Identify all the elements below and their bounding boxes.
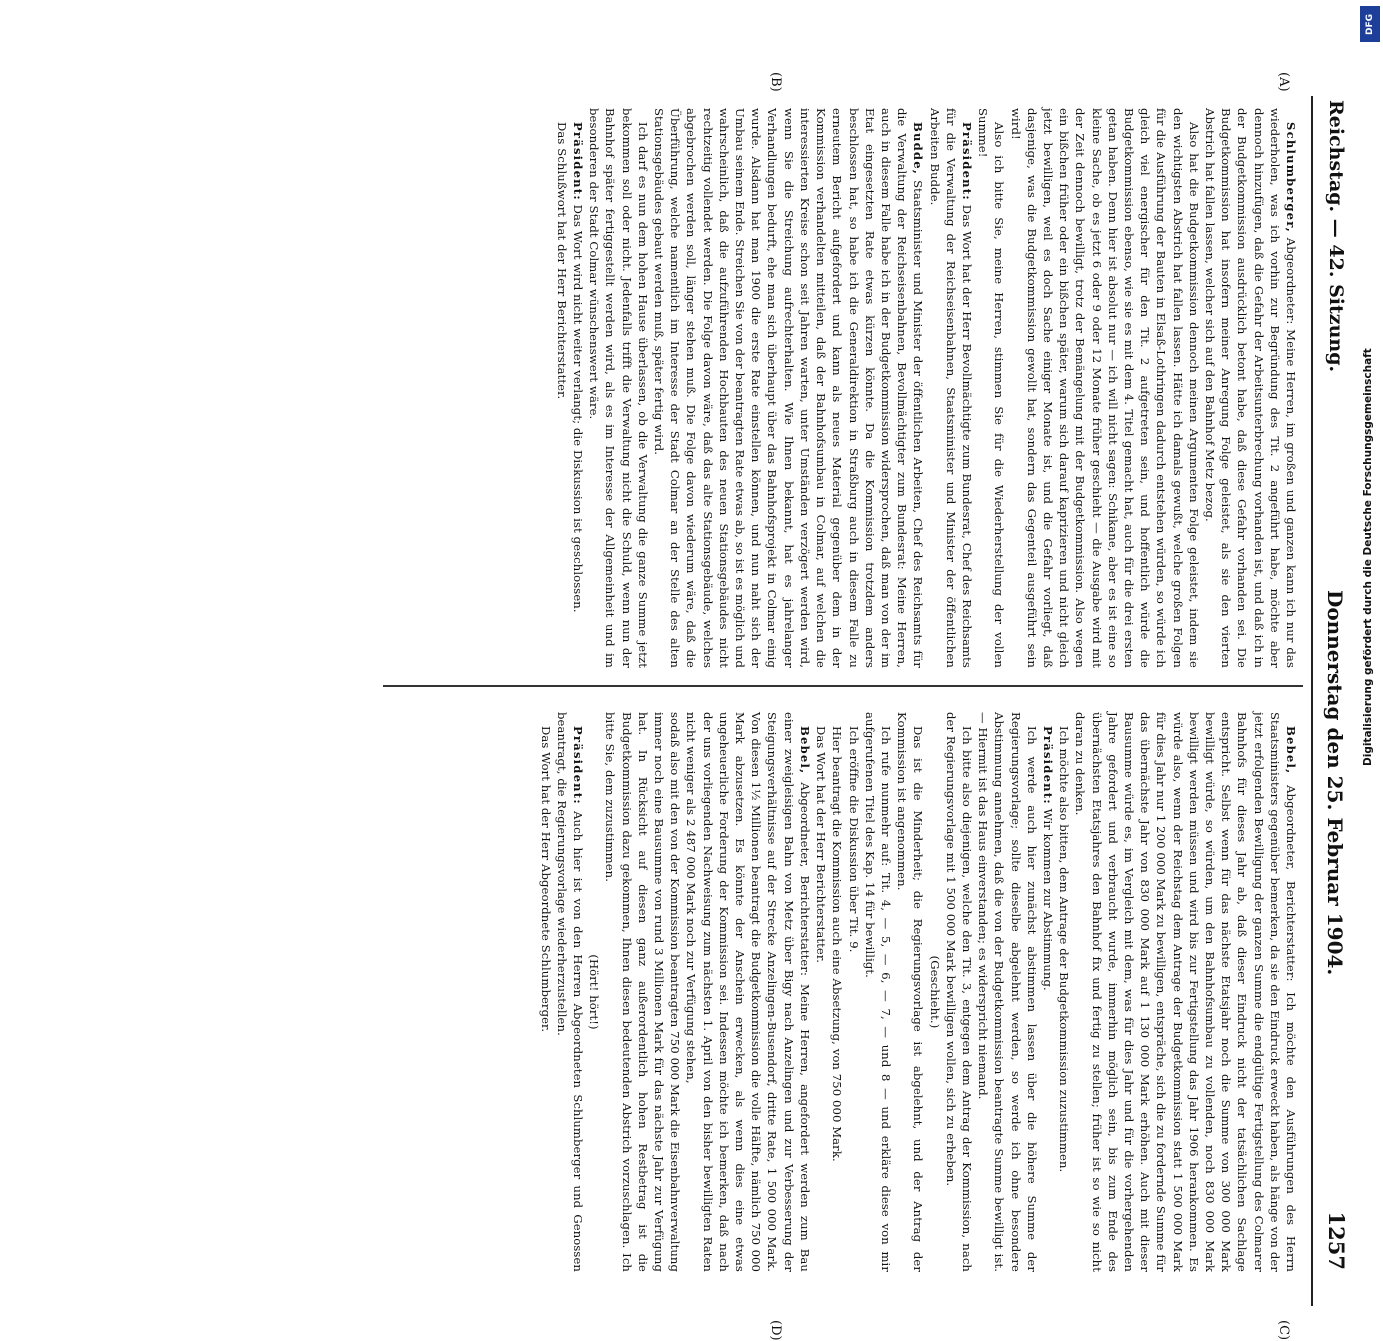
- right-column: [537, 712, 1299, 1272]
- paragraph: Das Wort hat der Herr Berichterstatter.: [814, 726, 829, 964]
- paragraph: [554, 712, 586, 1272]
- paragraph: [683, 712, 813, 1272]
- paragraph-text: Das Wort wird nicht weiter verlangt; die Diskussion ist geschlossen.: [571, 204, 586, 613]
- left-column: [554, 108, 1299, 668]
- paragraph: Ich werde auch hier zunächst abstimmen lassen über die höhere Summe der Regierungsvorlage; sollte dieselbe abgelehnt werden, so werde ich ohne besondere Abstimmung annehmen, daß die von der Budgetkommission beantragte Summe bewilligt ist. — Hiermit ist das Haus einverstanden; es widerspricht niemand.: [976, 712, 1039, 1272]
- paragraph-text: Abgeordneter, Berichterstatter: Meine Herren, angefordert werden zum Bau einer zweigleisigen Bahn von Metz über Bigy nach Anzelingen und zur Verbesserung der Steigungsverhältnisse auf der Strecke Anzelingen-Busendorf, dritte Rate, 1 500 000 Mark. Von diesen 1½ Millionen beantragt die Budgetkommission die volle Hälfte, nämlich 750 000 Mark abzusetzen. Es könnte der Anschein erwecken, als wenn dies eine etwas ungeheuerliche Forderung der Kommission sei. Indessen möchte ich bemerken, daß nach der uns vorliegenden Nachweisung zum nächsten 1. April von den bisher bewilligten Raten nicht weniger als 2 487 000 Mark noch zur Verfügung stehen,: [684, 712, 812, 1272]
- header-session: Reichstag. — 42. Sitzung.: [1325, 100, 1347, 373]
- speaker-name: Schlumberger,: [1284, 122, 1298, 233]
- speaker-name: Budde,: [911, 122, 926, 176]
- paragraph: [1040, 712, 1056, 1272]
- paragraph: (Hört! hört!): [587, 954, 602, 1030]
- dfg-logo: DFG: [1360, 6, 1380, 42]
- speaker-name: Bebel,: [1284, 726, 1298, 775]
- header-date: Donnerstag den 25. Februar 1904.: [1323, 590, 1347, 976]
- margin-letter-b: (B): [768, 72, 783, 92]
- paragraph: (Geschieht.): [927, 955, 942, 1029]
- paragraph: Hier beantragt die Kommission auch eine Absetzung, von 750 000 Mark.: [830, 726, 845, 1162]
- paragraph: Ich darf es nun dem hohen Hause überlassen, ob die Verwaltung die ganze Summe jetzt bekommen soll oder nicht. Jedenfalls trifft die Verwaltung nicht die Schuld, wenn nun der Bahnhof später fertiggestellt werden wird, als es im Interesse der Allgemeinheit und im besonderen der Stadt Colmar wünschenswert wäre.: [587, 108, 650, 668]
- paragraph: [1072, 712, 1299, 1272]
- margin-letter-a: (A): [1276, 72, 1291, 92]
- paragraph-text: Staatsminister und Minister der öffentlichen Arbeiten, Chef des Reichsamts für die Verwaltung der Reichseisenbahnen, Bevollmächtigter zum Bundesrat: Meine Herren, auch in diesem Falle habe ich in der Budgetkommission widersprochen, daß man von der im Etat eingesetzten Rate etwas kürzen könnte. Da die Kommission trotzdem anders beschlossen hat, so habe ich die Generaldirektion in Straßburg auch in diesem Falle zu erneutem Bericht aufgefordert und kann als neues Material gegenüber dem in der Kommission verhandelten mitteilen, daß der Bahnhofsumbau in Colmar, auf welchen die interessierten Kreise schon seit Jahren warten, unter Umständen verzögert werden wird, wenn Sie die Streichung aufrechterhalten. Wie Ihnen bekannt, hat es jahrelanger Verhandlungen bedurft, ehe man sich überhaupt über das Bahnhofsprojekt in Colmar einig wurde. Alsdann hat man 1900 die erste Rate einstellen können, und nun naht sich der Umbau seinem Ende. Streichen Sie von der beantragten Rate etwas ab, so ist es möglich und wahrscheinlich, daß die aufzuführenden Hochbauten des neuen Stationsgebäudes nicht rechtzeitig vollendet werden. Die Folge davon wäre, daß das alte Stationsgebäude, welches abgebrochen werden soll, länger stehen muß. Die Folge davon wiederum wäre, daß die Überführung, welche namentlich im Interesse der Stadt Colmar an der Stelle des alten Stationsgebäudes gebaut werden muß, später fertig wird.: [652, 108, 926, 668]
- page-header: [1315, 60, 1355, 1270]
- margin-letter-c: (C): [1276, 1320, 1291, 1341]
- header-rule: [1311, 96, 1313, 1306]
- speaker-name: Bebel,: [797, 726, 812, 775]
- paragraph: [1202, 108, 1299, 668]
- paragraph-text: Abgeordneter, Berichterstatter: Ich möchte den Ausführungen des Herrn Staatsministers gegenüber bemerken, da sie den Eindruck erweckt haben, als hänge von der jetzt erfolgenden Bewilligung der ganzen Summe die endgültige Fertigstellung des Colmarer Bahnhofs für dieses Jahr ab, daß dieser Eindruck nicht der tatsächlichen Sachlage entspricht. Selbst wenn für das nächste Etatsjahr noch die Summe von 300 000 Mark bewilligt würde, so würden, um den Bahnhofsumbau zu vollenden, noch 830 000 Mark bewilligt werden müssen und wird bis zur Fertigstellung das Jahr 1906 herankommen. Es würde also, wenn der Reichstag dem Antrage der Budgetkommission statt 1 500 000 Mark für dies Jahr nur 1 200 000 Mark zu bewilligen, entspräche, sich die zu fordernde Summe für das übernächste Jahr von 830 000 Mark auf 1 130 000 Mark erhöhen. Auch mit dieser Bausumme würde es, im Vergleich mit dem, was für dies Jahr und für die vorhergehenden Jahre gefordert und verbraucht wurde, immerhin möglich sein, bis zum Ende des übernächsten Etatsjahres den Bahnhof fix und fertig zu stellen; früher ist so wie so nicht daran zu denken.: [1073, 712, 1298, 1272]
- speaker-name: Präsident:: [959, 122, 974, 201]
- paragraph-text: Abgeordneter: Meine Herren, im großen und ganzen kann ich nur das wiederholen, was ich vorhin zur Begründung des Tit. 2 angeführt habe, möchte aber dennoch hinzufügen, daß die Gefahr der Arbeitsunterbrechung vorhanden ist, und daß ich in der Budgetkommission ausdrücklich betont habe, daß diese Gefahr vorhanden sei. Die Budgetkommission hat insofern meiner Anregung Folge geleistet, als sie den vierten Abstrich hat fallen lassen, welcher sich auf den Bahnhof Metz bezog.: [1202, 108, 1298, 668]
- column-divider: [383, 685, 1303, 687]
- paragraph: Das ist die Minderheit; die Regierungsvorlage ist abgelehnt, und der Antrag der Kommission ist angenommen.: [895, 712, 926, 1272]
- speaker-name: Präsident:: [571, 122, 586, 201]
- paragraph: Ich bitte also diejenigen, welche den Tit. 3, entgegen dem Antrag der Kommission, nach der Regierungsvorlage mit 1 500 000 Mark bewilligen wollen, sich zu erheben.: [943, 712, 974, 1272]
- paragraph: Also hat die Budgetkommission dennoch meinen Argumenten Folge geleistet, indem sie den wichtigsten Abstrich hat fallen lassen. Hätte ich damals gewußt, welche großen Folgen für die Ausführung der Bauten in Elsaß-Lothringen dadurch entstehen würden, so würde ich gleich viel energischer für den Tit. 2 aufgetreten sein, und hoffentlich würde die Budgetkommission ebenso, wie sie es mit dem 4. Titel gemacht hat, auch für die drei ersten getan haben. Denn hier ist absolut nur — ich will nicht sagen: Schikane, aber es ist eine so kleine Sache, ob es jetzt 6 oder 9 oder 12 Monate früher geschieht — die Ausgabe wird mit der Zeit dennoch bewilligt, trotz der Bemängelung mit der Budgetkommission. Also wegen ein bißchen früher oder ein bißchen später, warum sich darauf kaprizieren und nicht gleich jetzt bewilligen, weil es doch Sache einiger Monate ist, und die Gefahr vorliegt, daß dasjenige, was die Budgetkommission gewollt hat, sondern das Gegenteil ausgeführt sein wird!: [1008, 108, 1201, 668]
- paragraph: Das Schlußwort hat der Herr Berichterstatter.: [554, 122, 569, 400]
- paragraph: sodaß also mit den von der Kommission beantragten 750 000 Mark die Eisenbahnverwaltung immer noch eine Bausumme von rund 3 Millionen Mark für das nächste Jahr zur Verfügung hat. In Rücksicht auf diesen ganz außerordentlich hohen Restbetrag ist die Budgetkommission dazu gekommen, Ihnen diesen bedeutenden Abstrich vorzuschlagen. Ich bitte Sie, dem zuzustimmen.: [603, 712, 683, 1272]
- paragraph: [926, 108, 975, 668]
- page-number: 1257: [1324, 1211, 1349, 1270]
- margin-letter-d: (D): [768, 1320, 783, 1341]
- paragraph: Also ich bitte Sie, meine Herren, stimmen Sie für die Wiederherstellung der vollen Summe!: [976, 108, 1007, 668]
- paragraph: Das Wort hat der Herr Abgeordnete Schlumberger.: [538, 726, 553, 1033]
- paragraph-text: Wir kommen zur Abstimmung.: [1040, 808, 1055, 991]
- paragraph-text: Auch hier ist von den Herren Abgeordneten Schlumberger und Genossen beantragt, die Regierungsvorlage wiederherzustellen.: [554, 712, 586, 1272]
- paragraph: Ich eröffne die Diskussion über Tit. 9.: [846, 726, 861, 953]
- paragraph: [651, 108, 926, 668]
- paragraph: [570, 108, 586, 668]
- paragraph: Ich rufe nunmehr auf: Tit. 4, — 5, — 6, — 7, — und 8 — und erkläre diese von mir aufgerufenen Titel des Kap. 14 für bewilligt.: [862, 712, 893, 1272]
- speaker-name: Präsident:: [571, 726, 586, 805]
- paragraph: Ich möchte also bitten, dem Antrage der Budgetkommission zuzustimmen.: [1057, 726, 1072, 1173]
- paragraph-text: Das Wort hat der Herr Bevollmächtigte zum Bundesrat, Chef des Reichsamts für die Verwaltung der Reichseisenbahnen, Staatsminister und Minister der öffentlichen Arbeiten Budde.: [927, 108, 974, 668]
- speaker-name: Präsident:: [1040, 726, 1055, 805]
- digitization-credit: Digitalisierung gefördert durch die Deutsche Forschungsgemeinschaft: [1362, 348, 1374, 766]
